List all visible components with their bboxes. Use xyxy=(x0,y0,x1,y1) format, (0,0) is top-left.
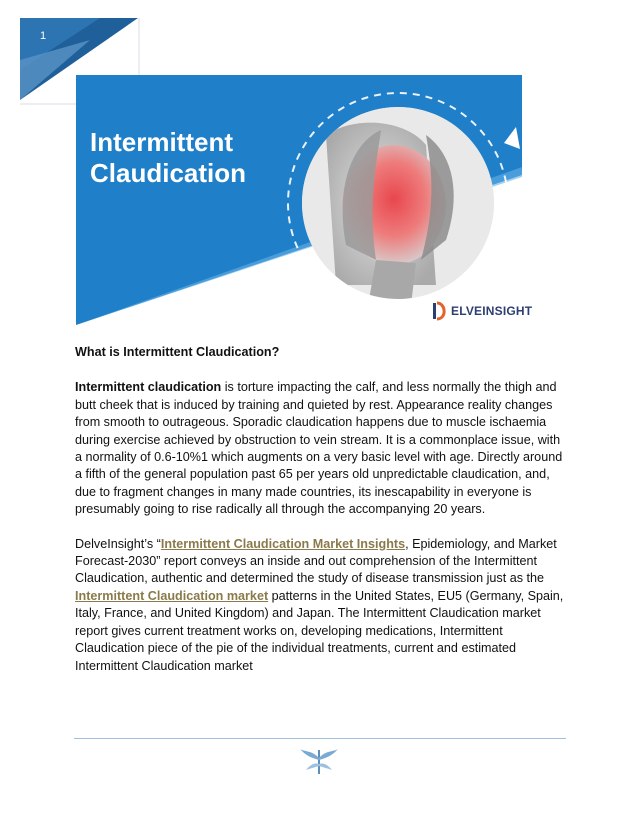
banner-artwork xyxy=(76,75,522,325)
paragraph-definition xyxy=(75,379,565,518)
banner-title-line1: Intermittent xyxy=(90,127,233,157)
market-link[interactable]: Intermittent Claudication market xyxy=(75,588,269,603)
page-number: 1 xyxy=(40,30,47,42)
hero-banner xyxy=(76,75,533,325)
footer-ornament-icon xyxy=(296,746,342,776)
article-heading: What is Intermittent Claudication? xyxy=(75,345,280,359)
report-text-3: patterns in the United States, EU5 (Germany, Spain, Italy, France, and United Kingdom) and Japan. The Intermittent Claudication market report gives current treatment works on, developing medications, Intermittent Claudication piece of the pie of the individual treatments, current and estimated Intermittent Claudication market xyxy=(75,588,564,673)
footer-divider xyxy=(74,738,566,739)
banner-title xyxy=(90,127,280,189)
logo-text: ELVEINSIGHT xyxy=(451,304,533,318)
logo-d-icon xyxy=(432,301,448,321)
article xyxy=(75,344,565,692)
banner-title-line2: Claudication xyxy=(90,158,247,188)
market-insights-link[interactable]: Intermittent Claudication Market Insights xyxy=(160,536,406,551)
report-text-1: DelveInsight’s “ xyxy=(75,536,161,551)
paragraph-report xyxy=(75,536,565,675)
bold-lead: Intermittent claudication xyxy=(75,380,222,395)
report-text-2: , Epidemiology, and Market Forecast-2030” report conveys an inside and out comprehension of the Intermittent Claudication, authentic and determined the study of disease transmission just as the xyxy=(75,536,557,586)
paragraph-definition-text: is torture impacting the calf, and less normally the thigh and butt cheek that is induced by training and quieted by rest. Appearance reality changes from smooth to outrageous. Sporadic claudication happens due to muscle ischaemia during exercise achieved by obstruction to vein stream. It is a commonplace issue, with a normality of 0.6-10%1 which augments on a very basic level with age. Directly around a fifth of the general population past 65 per years old unpredictable claudication, and, due to fragment changes in many made countries, its inescapability in everyone is presumably going to rise radically all through the accompanying 20 years. xyxy=(75,380,563,517)
delveinsight-logo xyxy=(432,301,532,321)
